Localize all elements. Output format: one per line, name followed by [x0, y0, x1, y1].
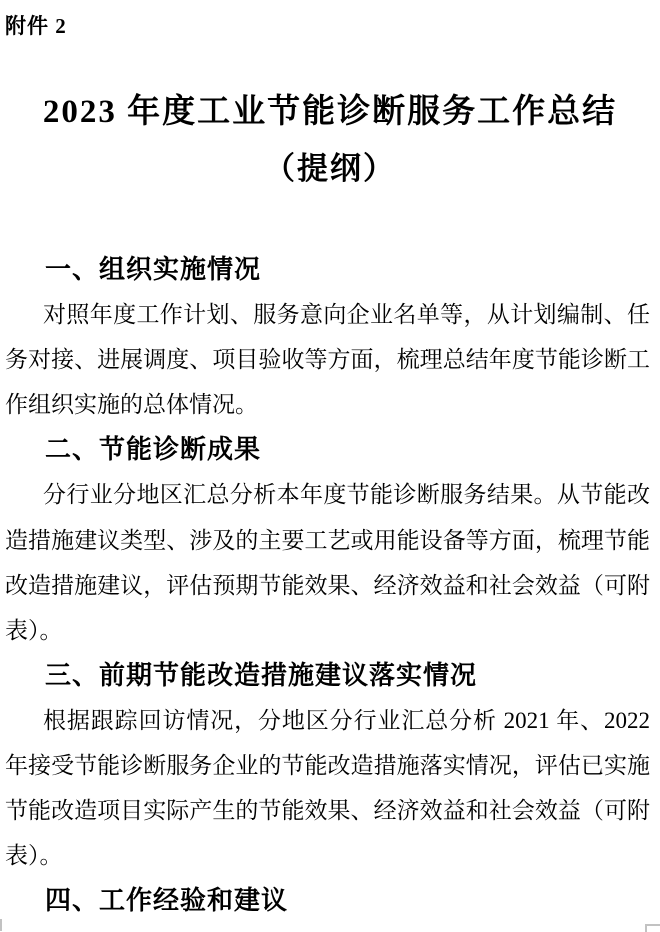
body-text-line: 对照年度工作计划、服务意向企业名单等，从计划编制、任: [43, 302, 650, 328]
table-corner-mark-right: [645, 924, 660, 932]
body-text-line: 表）。: [5, 843, 63, 869]
document-body: [5, 247, 650, 923]
body-text-line: 务对接、进展调度、项目验收等方面，梳理总结年度节能诊断工: [5, 347, 650, 373]
attachment-label: 附件 2: [5, 14, 67, 38]
body-text-line: 年接受节能诊断服务企业的节能改造措施落实情况，评估已实施: [5, 753, 650, 779]
document-subtitle: （提纲）: [264, 151, 396, 186]
body-text-line: 节能改造项目实际产生的节能效果、经济效益和社会效益（可附: [5, 798, 650, 824]
body-text-line: 造措施建议类型、涉及的主要工艺或用能设备等方面，梳理节能: [5, 527, 650, 553]
body-text-line: 分行业分地区汇总分析本年度节能诊断服务结果。从节能改: [43, 482, 650, 508]
section-heading: 一、组织实施情况: [45, 254, 262, 284]
section-heading: 二、节能诊断成果: [45, 434, 262, 465]
section-heading: 四、工作经验和建议: [45, 885, 289, 916]
body-text-line: 根据跟踪回访情况，分地区分行业汇总分析 2021 年、2022: [43, 707, 650, 733]
section-heading: 三、前期节能改造措施建议落实情况: [45, 659, 478, 690]
body-text-line: 作组织实施的总体情况。: [5, 392, 258, 418]
body-text-line: 表）。: [5, 617, 63, 643]
body-text-line: 改造措施建议，评估预期节能效果、经济效益和社会效益（可附: [5, 572, 650, 598]
document-title: 2023 年度工业节能诊断服务工作总结: [42, 94, 618, 130]
table-corner-mark-left: [0, 919, 2, 931]
